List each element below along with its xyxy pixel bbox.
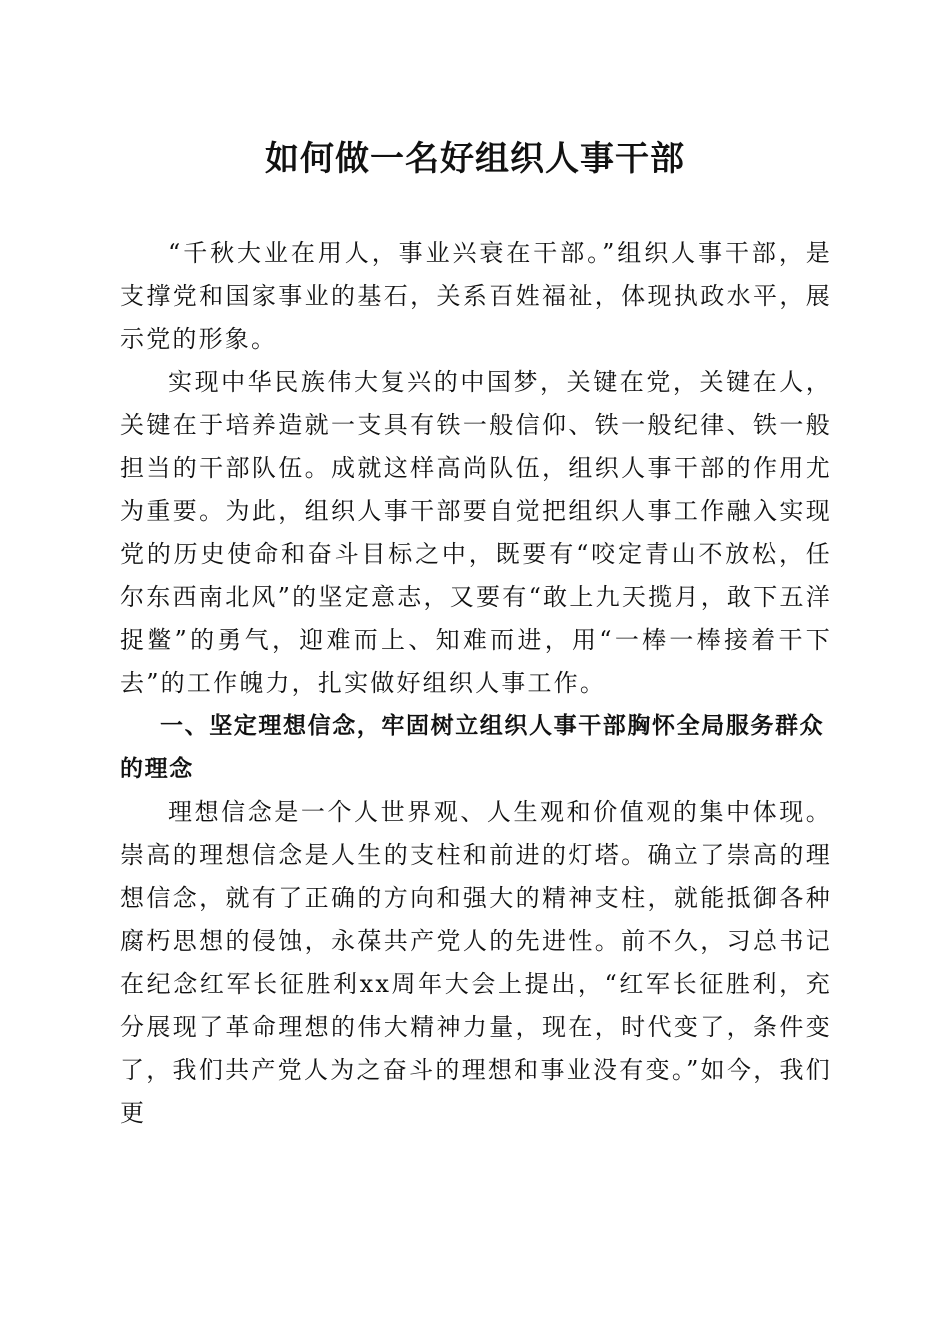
document-body	[120, 232, 832, 1135]
paragraph-intro: “千秋大业在用人，事业兴衰在干部。”组织人事干部，是支撑党和国家事业的基石，关系百姓福祉，体现执政水平，展示党的形象。	[120, 239, 832, 353]
paragraph-chinese-dream: 实现中华民族伟大复兴的中国梦，关键在党，关键在人，关键在于培养造就一支具有铁一般信仰、铁一般纪律、铁一般担当的干部队伍。成就这样高尚队伍，组织人事干部的作用尤为重要。为此，组织人事干部要自觉把组织人事工作融入实现党的历史使命和奋斗目标之中，既要有“咬定青山不放松，任尔东西南北风”的坚定意志，又要有“敢上九天揽月，敢下五洋捉鳖”的勇气，迎难而上、知难而进，用“一棒一棒接着干下去”的工作魄力，扎实做好组织人事工作。	[120, 368, 832, 697]
document-title: 如何做一名好组织人事干部	[265, 139, 685, 179]
paragraph-ideals-beliefs: 理想信念是一个人世界观、人生观和价值观的集中体现。崇高的理想信念是人生的支柱和前进的灯塔。确立了崇高的理想信念，就有了正确的方向和强大的精神支柱，就能抵御各种腐朽思想的侵蚀，永葆共产党人的先进性。前不久，习总书记在纪念红军长征胜利xx周年大会上提出，“红军长征胜利，充分展现了革命理想的伟大精神力量，现在，时代变了，条件变了，我们共产党人为之奋斗的理想和事业没有变。”如今，我们更	[120, 798, 832, 1127]
section-heading-one: 一、坚定理想信念，牢固树立组织人事干部胸怀全局服务群众的理念	[120, 713, 825, 782]
